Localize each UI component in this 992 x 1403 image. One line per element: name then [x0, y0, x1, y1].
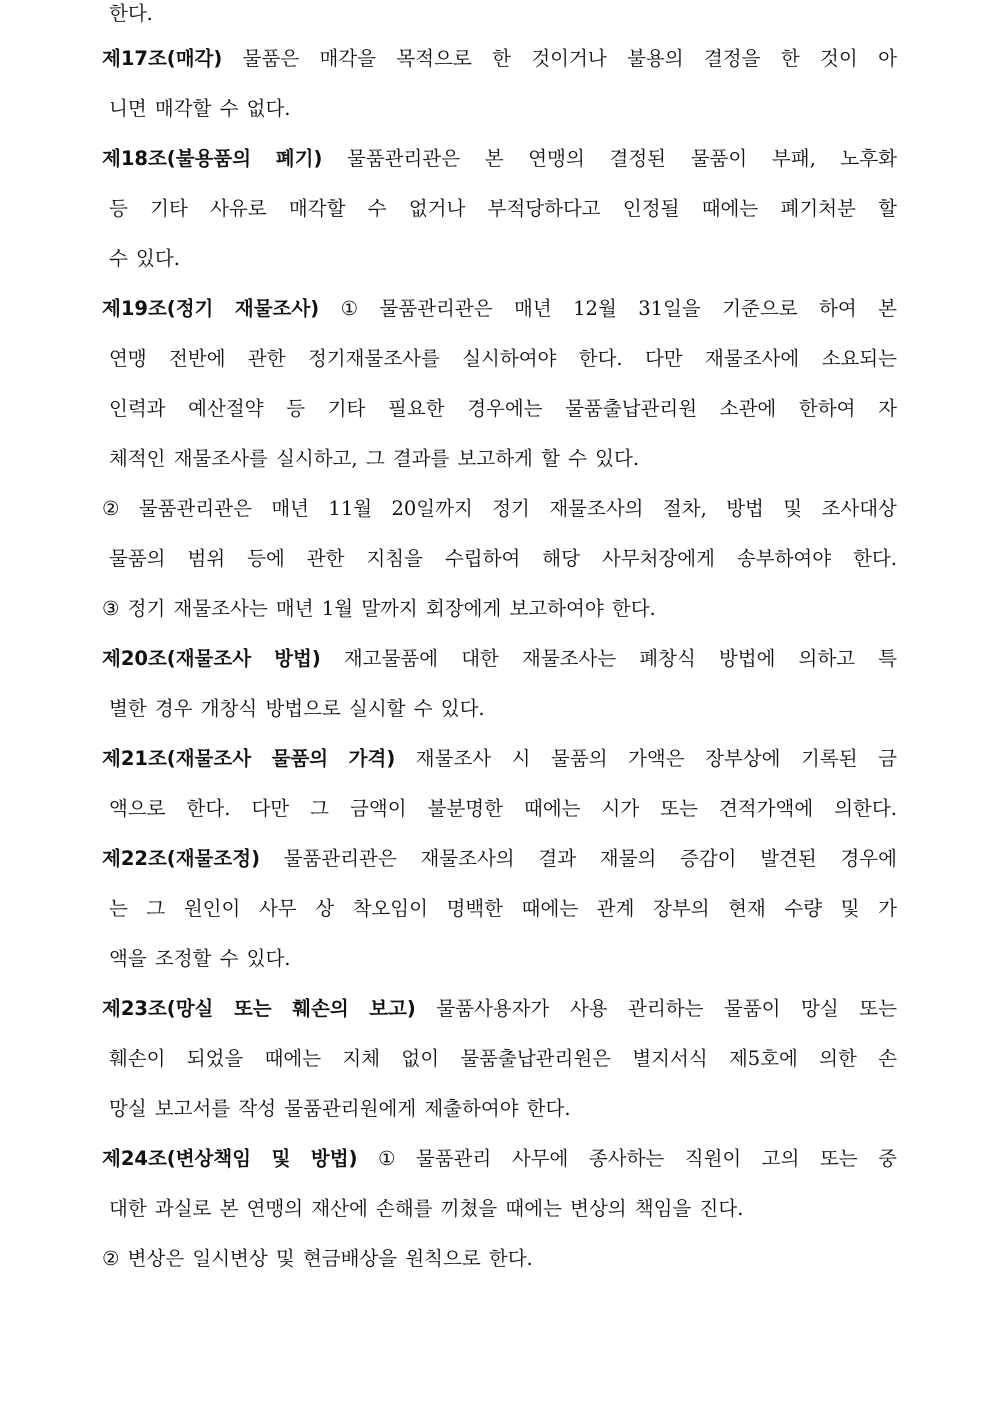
- text-line: 한다.: [109, 2, 153, 25]
- article-17-line: 제17조(매각) 물품은 매각을 목적으로 한 것이거나 불용의 결정을 한 것이 아: [102, 47, 897, 70]
- article-22-line: 제22조(재물조정) 물품관리관은 재물조사의 결과 재물의 증감이 발견된 경우에: [102, 847, 897, 870]
- article-21-line: 제21조(재물조사 물품의 가격) 재물조사 시 물품의 가액은 장부상에 기록된 금: [102, 747, 897, 770]
- text-line: 등 기타 사유로 매각할 수 없거나 부적당하다고 인정될 때에는 폐기처분 할: [109, 197, 897, 220]
- text-line: 액으로 한다. 다만 그 금액이 불분명한 때에는 시가 또는 견적가액에 의한다.: [109, 797, 897, 820]
- text-line: ② 변상은 일시변상 및 현금배상을 원칙으로 한다.: [102, 1247, 533, 1270]
- article-20-line: 제20조(재물조사 방법) 재고물품에 대한 재물조사는 폐창식 방법에 의하고 특: [102, 647, 897, 670]
- text-line: 대한 과실로 본 연맹의 재산에 손해를 끼쳤을 때에는 변상의 책임을 진다.: [109, 1197, 744, 1220]
- article-24-line: 제24조(변상책임 및 방법) ① 물품관리 사무에 종사하는 직원이 고의 또는 중: [102, 1147, 897, 1170]
- text-line: 물품의 범위 등에 관한 지침을 수립하여 해당 사무처장에게 송부하여야 한다.: [109, 547, 897, 570]
- text-line: 체적인 재물조사를 실시하고, 그 결과를 보고하게 할 수 있다.: [109, 447, 640, 470]
- article-18-line: 제18조(불용품의 폐기) 물품관리관은 본 연맹의 결정된 물품이 부패, 노후화: [102, 147, 897, 170]
- text-line: 연맹 전반에 관한 정기재물조사를 실시하여야 한다. 다만 재물조사에 소요되는: [109, 347, 897, 370]
- text-line: ③ 정기 재물조사는 매년 1월 말까지 회장에게 보고하여야 한다.: [102, 597, 656, 620]
- text-line: 인력과 예산절약 등 기타 필요한 경우에는 물품출납관리원 소관에 한하여 자: [109, 397, 897, 420]
- text-line: 별한 경우 개창식 방법으로 실시할 수 있다.: [109, 697, 485, 720]
- text-line: 니면 매각할 수 없다.: [109, 97, 291, 120]
- article-23-line: 제23조(망실 또는 훼손의 보고) 물품사용자가 사용 관리하는 물품이 망실 또는: [102, 997, 897, 1020]
- text-line: ② 물품관리관은 매년 11월 20일까지 정기 재물조사의 절차, 방법 및 조사대상: [102, 497, 897, 520]
- text-line: 망실 보고서를 작성 물품관리원에게 제출하여야 한다.: [109, 1097, 571, 1120]
- article-19-line: 제19조(정기 재물조사) ① 물품관리관은 매년 12월 31일을 기준으로 하여 본: [102, 297, 897, 320]
- text-line: 는 그 원인이 사무 상 착오임이 명백한 때에는 관계 장부의 현재 수량 및 가: [109, 897, 897, 920]
- text-line: 수 있다.: [109, 247, 180, 270]
- text-line: 훼손이 되었을 때에는 지체 없이 물품출납관리원은 별지서식 제5호에 의한 손: [109, 1047, 897, 1070]
- text-line: 액을 조정할 수 있다.: [109, 947, 291, 970]
